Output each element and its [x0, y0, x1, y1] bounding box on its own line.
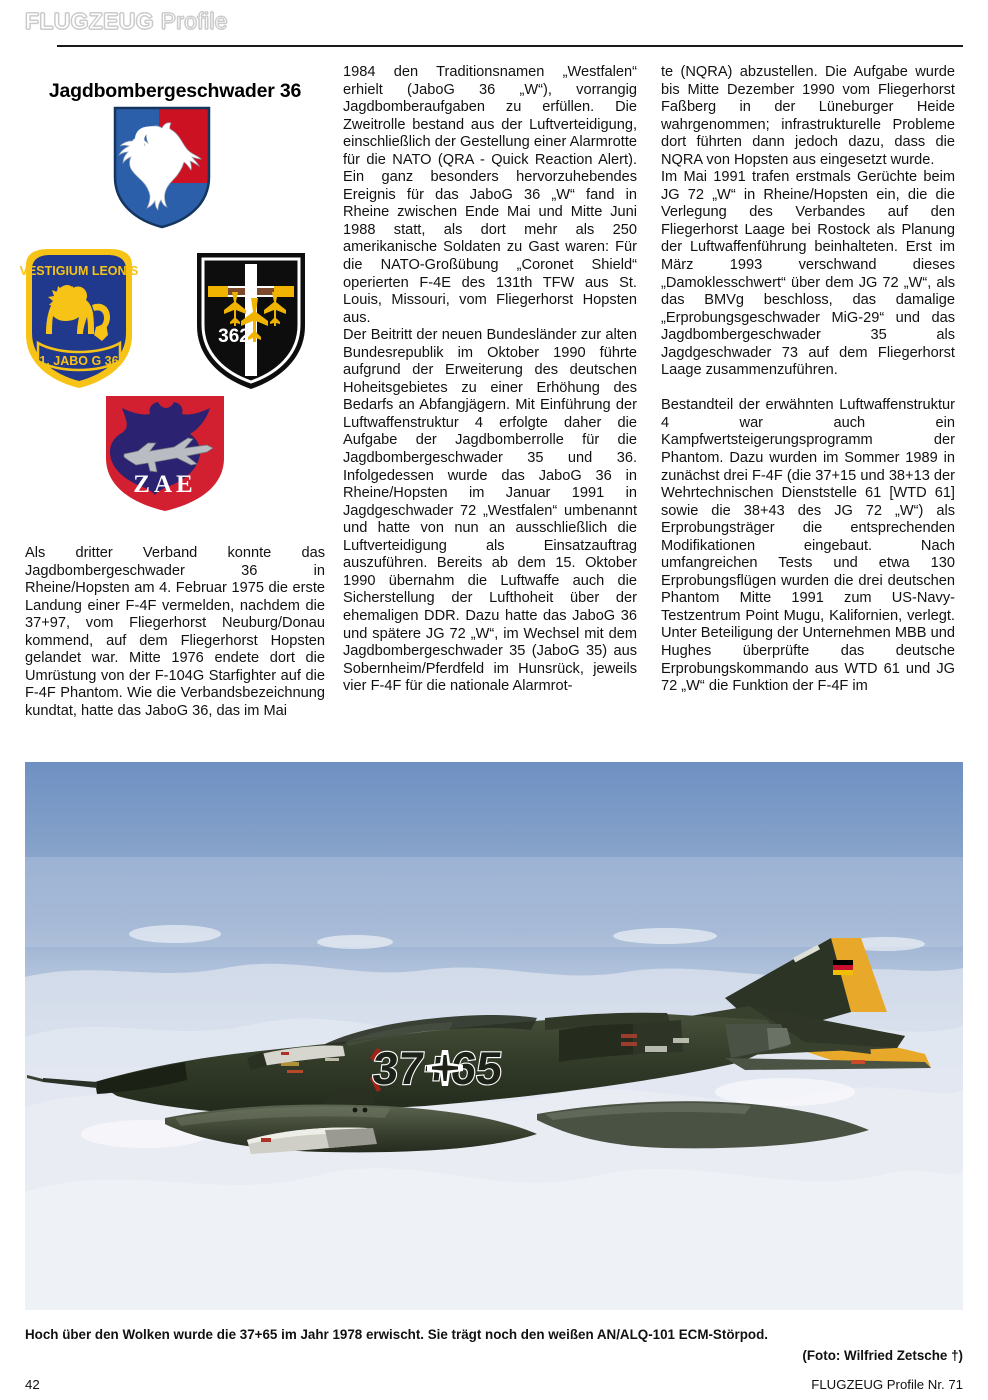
squadron-362-badge-icon [192, 248, 310, 398]
header-rule [57, 45, 963, 47]
masthead-bold: FLUGZEUG [25, 8, 154, 34]
text-column-2 [343, 64, 637, 696]
lion-badge-motto-top: VESTIGIUM LEONIS [19, 264, 139, 278]
text-column-1 [25, 545, 325, 720]
photo-caption: Hoch über den Wolken wurde die 37+65 im Jahr 1978 erwischt. Sie trägt noch den weißen AN/ALQ-101 ECM-Störpod. [25, 1327, 768, 1342]
article-photo [25, 762, 963, 1310]
badge-362-number: 362 [218, 326, 250, 347]
paragraph: Der Beitritt der neuen Bundesländer zur alten Bundesrepublik im Oktober 1990 führte aufgrund der Erweiterung des deutschen Hoheitsgebietes zu einer Erhöhung des Bedarfs an Abfangjägern. Mit Einführung der Luftwaffenstruktur 4 erfolgte daher die Aufgabe der Jagdbomberrolle für die Jagdbombergeschwader 35 und 36. Infolgedessen wurde das JaboG 36 in Rheine/Hopsten im Januar 1991 in Jagdgeschwader 72 „Westfalen“ umbenannt und hatte von nun an ausschließlich die Luftverteidigung als Einsatzauftrag auszuführen. Bereits ab dem 15. Oktober 1990 übernahm die Luftwaffe auch die Sicherstellung der Lufthoheit über der ehemaligen DDR. Dazu hatte das JaboG 36 und spätere JG 72 „W“, im Wechsel mit dem Jagdbombergeschwader 35 (JaboG 35) aus Sobernheim/Pferdfeld im Hunsrück, jeweils vier F-4F für die nationale Alarmrot- [343, 327, 637, 695]
vestigium-leonis-badge-icon [18, 243, 140, 398]
paragraph: 1984 den Traditionsnamen „Westfalen“ erhielt (JaboG 36 „W“), vorrangig Jagdbomberaufgaben zu erfüllen. Die Zweitrolle bestand aus der Luftverteidigung, einschließlich der Gestellung einer Alarmrotte für die NATO (QRA - Quick Reaction Alert). Ein ganz besonders hervorzuhebendes Ereignis für das JaboG 36 „W“ fand in Rheine zwischen Ende Mai und Mitte Juni 1988 statt, als dort mehr als 250 amerikanische Soldaten zu Gast waren: Für die NATO-Großübung „Coronet Shield“ operierten F-4E des 131th TFW aus St. Louis, Missouri, vom Fliegerhorst Hopsten aus. [343, 64, 637, 326]
lion-badge-motto-bottom: 1. JABO G 36 [39, 354, 119, 368]
photo-credit: (Foto: Wilfried Zetsche †) [802, 1348, 963, 1363]
paragraph: Im Mai 1991 trafen erstmals Gerüchte beim JG 72 „W“ in Rheine/Hopsten ein, die die Verlegung des Verbandes auf den Fliegerhorst Laage bei Rostock als Planung der Luftwaffenführung beinhalteten. Erst im März 1993 verschwand dieses „Damoklesschwert“ über dem JG 72 „W“, als das BMVg beschloss, das damalige „Erprobungsgeschwader MiG-29“ und das Jagdbombergeschwader 35 als Jagdgeschwader 73 auf dem Fliegerhorst Laage zusammenzuführen. [661, 169, 955, 379]
paragraph: Als dritter Verband konnte das Jagdbombergeschwader 36 in Rheine/Hopsten am 4. Februar 1975 die erste Landung einer F-4F vermelden, nachdem die 37+97, vom Fliegerhorst Neuburg/Donau kommend, auf dem Fliegerhorst Hopsten gelandet war. Mitte 1976 endete dort die Umrüstung von der F-104G Starfighter auf die F-4F Phantom. Wie die Verbandsbezeichnung kundtat, hatte das JaboG 36, das im Mai [25, 545, 325, 719]
zae-badge-icon [100, 392, 230, 519]
masthead-light: Profile [160, 8, 228, 34]
paragraph: te (NQRA) abzustellen. Die Aufgabe wurde bis Mitte Dezember 1990 vom Fliegerhorst Faßberg in der Lüneburger Heide wahrgenommen; infrastrukturelle Probleme dort führten dann jedoch dazu, dass die NQRA von Hopsten aus eingesetzt wurde. [661, 64, 955, 168]
text-column-3 [661, 64, 955, 696]
page-title: Jagdbombergeschwader 36 [48, 80, 302, 102]
phantom-photo-illustration [25, 762, 963, 1310]
zae-badge-label: ZAE [133, 471, 197, 498]
page-number: 42 [25, 1377, 40, 1392]
lower-saxony-horse-icon [112, 105, 212, 235]
paragraph: Bestandteil der erwähnten Luftwaffenstruktur 4 war auch ein Kampfwertsteigerungsprogramm der Phantom. Dazu wurden im Sommer 1989 in zunächst drei F-4F (die 37+15 und 38+13 der Wehrtechnischen Dienststelle 61 [WTD 61] sowie die 38+43 des JG 72 „W“) als Erprobungsträger die entsprechenden Modifikationen eingebaut. Nach umfangreichen Tests und etwa 130 Erprobungsflügen wurden die drei deutschen Phantom Mitte 1991 zum US-Navy-Testzentrum Point Mugu, Kalifornien, verlegt. Unter Beteiligung der Unternehmen MBB und Hughes überprüfte das deutsche Erprobungskommando aus WTD 61 und JG 72 „W“ die Funktion der F-4F im [661, 397, 955, 695]
masthead [25, 8, 228, 35]
publication-footer: FLUGZEUG Profile Nr. 71 [811, 1377, 963, 1392]
